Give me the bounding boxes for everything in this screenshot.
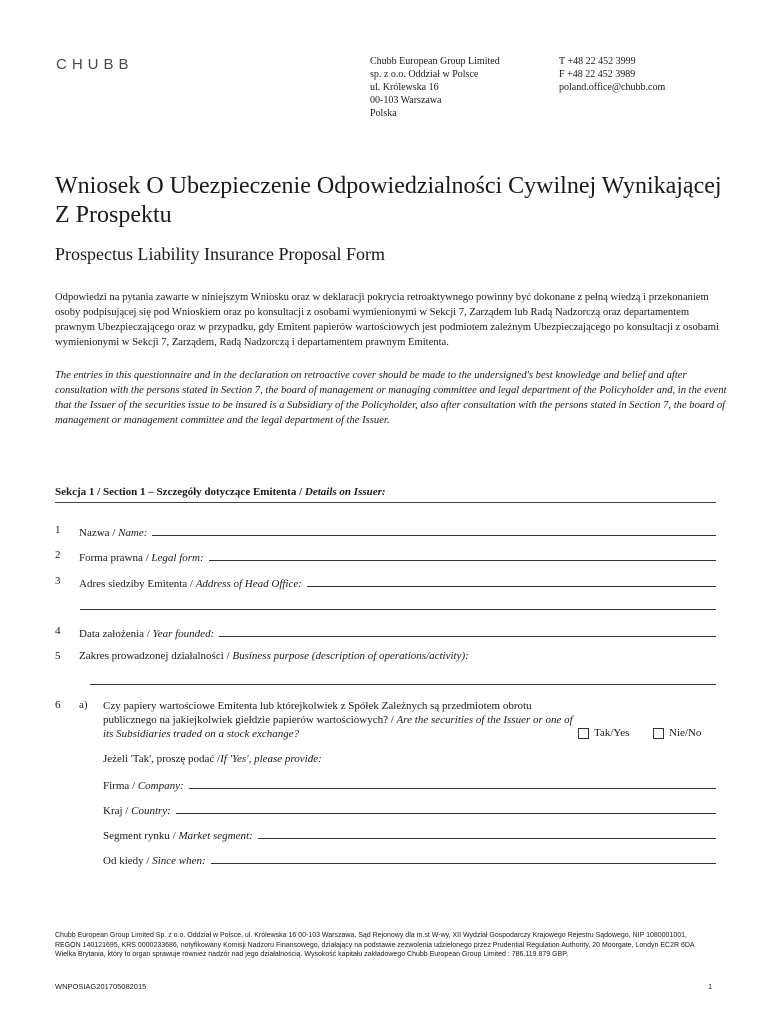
- legal-form-field[interactable]: [209, 549, 716, 561]
- company-field[interactable]: [189, 777, 716, 789]
- field-label: [103, 855, 206, 867]
- phone: T +48 22 452 3999: [559, 56, 636, 67]
- question-sub-letter: a): [79, 699, 88, 711]
- email: poland.office@chubb.com: [559, 82, 666, 93]
- question-text-pl: Czy papiery wartościowe Emitenta lub którejkolwiek z Spółek Zależnych są przedmiotem obrotu publicznego na jakiejkolwiek giełdzie papierów wartościowych? /: [103, 700, 532, 726]
- section-heading-en: Details on Issuer:: [304, 486, 386, 498]
- instruction-pl: Jeżeli 'Tak', proszę podać /: [103, 753, 221, 765]
- label-pl: Data założenia /: [79, 628, 153, 640]
- label-en: Country:: [131, 805, 171, 817]
- question-number: 1: [55, 524, 61, 536]
- legal-footer: Chubb European Group Limited Sp. z o.o. Oddział w Polsce, ul. Królewska 16 00-103 Warszawa, Sąd Rejonowy dla m.st W-wy, XII Wydział Gospodarczy Krajowego Rejestru Sądowego, NIP 1080001001, REGON 140121695, KRS 0000233686, notyfikowany Komisji Nadzoru Finansowego, działający na podstawie zezwolenia udzielonego przez Prudential Regulation Authority, 20 Moorgate, Londyn EC2R 6DA Wielka Brytania, który to organ sprawuje również nadzór nad jego działalnością. Wysokość kapitału zakładowego Chubb European Group Limited : 786.119.879 GBP.: [55, 932, 695, 958]
- yes-checkbox[interactable]: [578, 727, 629, 739]
- address-line: ul. Królewska 16: [370, 82, 439, 93]
- market-segment-row: [103, 827, 716, 842]
- address-line: sp. z o.o. Oddział w Polsce: [370, 69, 479, 80]
- label-pl: Kraj /: [103, 805, 132, 817]
- question-text-en: Are the securities of the Issuer or one of its Subsidiaries traded on a stock exchange?: [103, 714, 573, 740]
- section-heading-pl: Sekcja 1 / Section 1 – Szczegóły dotyczące Emitenta /: [55, 486, 305, 498]
- chubb-logo: [56, 56, 134, 73]
- company-address: [370, 55, 500, 120]
- label-pl: Od kiedy /: [103, 855, 153, 867]
- checkbox-box[interactable]: [578, 728, 589, 739]
- since-when-row: [103, 852, 716, 867]
- fax: F +48 22 452 3989: [559, 69, 636, 80]
- question-number: 4: [55, 625, 61, 637]
- question-1: [55, 524, 716, 539]
- label-pl: Nazwa /: [79, 527, 119, 539]
- page-subtitle: Prospectus Liability Insurance Proposal Form: [55, 244, 385, 264]
- address-line: 00-103 Warszawa: [370, 95, 442, 106]
- section-1-heading: [55, 486, 716, 503]
- address-field[interactable]: [307, 575, 716, 587]
- address-line: Polska: [370, 108, 397, 119]
- intro-english: The entries in this questionnaire and in the declaration on retroactive cover should be made to the undersigned's best knowledge and belief and after consultation with the persons stated in Section 7, the board of management or managing committee and legal department of the Policyholder and, in the event that the Issuer of the securities issue to be insured is a Subsidiary of the Policyholder, also after consultation with the persons stated in Section 7, the board of management or management committee and the legal department of the Issuer.: [55, 370, 727, 426]
- question-2: [55, 549, 716, 564]
- question-number: 6: [55, 699, 61, 711]
- logo-text: CHUBB: [56, 56, 134, 73]
- label-en: Company:: [137, 780, 184, 792]
- page-number: 1: [708, 982, 713, 991]
- label-en: Name:: [118, 527, 148, 539]
- label-pl: Forma prawna /: [79, 552, 152, 564]
- question-4: [55, 625, 716, 640]
- checkbox-label: Nie/No: [669, 727, 702, 739]
- label-en: Since when:: [152, 855, 206, 867]
- label-en: Year founded:: [152, 628, 215, 640]
- label-pl: Firma /: [103, 780, 138, 792]
- label-en: Business purpose (description of operations/activity):: [232, 650, 469, 662]
- page-title: Wniosek O Ubezpieczenie Odpowiedzialności Cywilnej Wynikającej Z Prospektu: [55, 173, 722, 228]
- question-label: [79, 578, 302, 590]
- year-founded-field[interactable]: [219, 625, 716, 637]
- label-pl: Adres siedziby Emitenta /: [79, 578, 196, 590]
- question-number: 5: [55, 650, 61, 662]
- if-yes-instruction: [103, 753, 322, 765]
- company-contact: [559, 55, 665, 94]
- field-label: [103, 830, 253, 842]
- question-number: 3: [55, 575, 61, 587]
- country-field[interactable]: [176, 802, 716, 814]
- label-en: Address of Head Office:: [195, 578, 302, 590]
- checkbox-label: Tak/Yes: [594, 727, 630, 739]
- label-pl: Zakres prowadzonej działalności /: [79, 650, 233, 662]
- country-row: [103, 802, 716, 817]
- company-row: [103, 777, 716, 792]
- question-label: [79, 552, 204, 564]
- field-label: [103, 805, 171, 817]
- intro-polish: Odpowiedzi na pytania zawarte w niniejszym Wniosku oraz w deklaracji pokrycia retroaktywnego powinny być dokonane z pełną wiedzą i przekonaniem osoby podpisującej się pod Wnioskiem oraz po konsultacji z osobami wymienionymi w Sekcji 7, Zarządem lub Radą Nadzorczą oraz departamentem prawnym Ubezpieczającego oraz w przypadku, gdy Emitent papierów wartościowych jest podmiotem zależnym Ubezpieczającego po konsultacji z osobami wymienionymi w Sekcji 7, Zarządem, Radą Nadzorczą i departamentem prawnym Emitenta.: [55, 292, 719, 348]
- question-5: [55, 650, 716, 662]
- field-label: [103, 780, 184, 792]
- question-3: [55, 575, 716, 590]
- address-line: Chubb European Group Limited: [370, 56, 500, 67]
- no-checkbox[interactable]: [653, 727, 701, 739]
- label-en: Legal form:: [151, 552, 204, 564]
- question-label: [79, 527, 147, 539]
- label-en: Market segment:: [178, 830, 253, 842]
- name-field[interactable]: [152, 524, 716, 536]
- question-label: [79, 628, 214, 640]
- question-6a-text: [103, 699, 573, 741]
- label-pl: Segment rynku /: [103, 830, 179, 842]
- question-number: 2: [55, 549, 61, 561]
- since-when-field[interactable]: [211, 852, 716, 864]
- market-segment-field[interactable]: [258, 827, 716, 839]
- checkbox-box[interactable]: [653, 728, 664, 739]
- document-id: WNPOSIAG201705082015: [55, 982, 147, 991]
- business-purpose-field[interactable]: [90, 684, 716, 685]
- question-label: [79, 650, 469, 662]
- address-field-line-2[interactable]: [80, 609, 716, 610]
- instruction-en: If 'Yes', please provide:: [220, 753, 322, 765]
